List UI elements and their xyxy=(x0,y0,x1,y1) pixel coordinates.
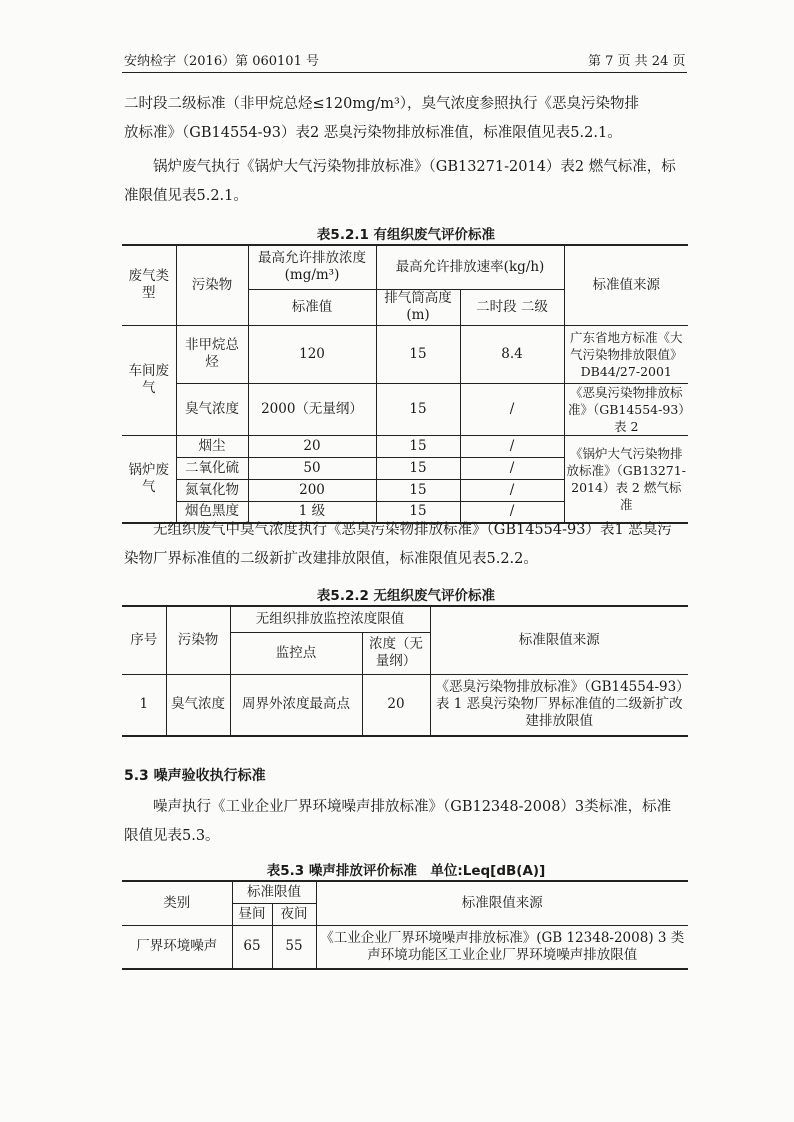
cell-height: 15 xyxy=(376,501,460,523)
cell-source: 《工业企业厂界环境噪声排放标准》(GB 12348-2008) 3 类声环境功能区工业企业厂界环境噪声排放限值 xyxy=(316,925,688,969)
cell-pollutant: 二氧化硫 xyxy=(176,457,248,479)
cell-boiler: 锅炉废气 xyxy=(122,435,176,523)
th-point: 监控点 xyxy=(230,632,362,674)
cell-height: 15 xyxy=(376,479,460,501)
th-height: 排气筒高度(m) xyxy=(376,289,460,325)
cell-source: 广东省地方标准《大气污染物排放限值》DB44/27-2001 xyxy=(564,325,688,383)
cell-source: 《恶臭污染物排放标准》（GB14554-93）表 2 xyxy=(564,383,688,435)
cell-conc: 120 xyxy=(248,325,376,383)
cell-height: 15 xyxy=(376,435,460,457)
th-source: 标准限值来源 xyxy=(430,606,688,674)
cell-conc: 20 xyxy=(362,674,430,736)
cell-rate: / xyxy=(460,435,564,457)
cell-rate: / xyxy=(460,479,564,501)
paragraph-boiler: 锅炉废气执行《锅炉大气污染物排放标准》（GB13271-2014）表2 燃气标准，标准限值见表5.2.1。 xyxy=(124,159,676,204)
section-heading-5-3: 5.3 噪声验收执行标准 xyxy=(124,768,266,784)
cell-height: 15 xyxy=(376,325,460,383)
paragraph-fugitive: 无组织废气中臭气浓度执行《恶臭污染物排放标准》（GB14554-93）表1 恶臭污染物厂界标准值的二级新扩改建排放限值，标准限值见表5.2.2。 xyxy=(124,522,672,567)
cell-night: 55 xyxy=(272,925,316,969)
th-rate: 最高允许排放速率(kg/h) xyxy=(376,245,564,289)
table-fugitive-emission xyxy=(122,605,688,737)
cell-conc: 20 xyxy=(248,435,376,457)
table2-caption: 表5.2.2 无组织废气评价标准 xyxy=(316,588,496,604)
cell-rate: 8.4 xyxy=(460,325,564,383)
cell-boiler-source: 《锅炉大气污染物排放标准》（GB13271-2014）表 2 燃气标准 xyxy=(564,435,688,523)
cell-pollutant: 烟尘 xyxy=(176,435,248,457)
cell-conc: 2000（无量纲） xyxy=(248,383,376,435)
header-rule xyxy=(122,72,687,73)
th-limit: 无组织排放监控浓度限值 xyxy=(230,606,430,632)
th-day: 昼间 xyxy=(232,903,272,925)
cell-source: 《恶臭污染物排放标准》（GB14554-93）表 1 恶臭污染物厂界标准值的二级新扩改建排放限值 xyxy=(430,674,688,736)
th-category: 类别 xyxy=(122,881,232,925)
cell-no: 1 xyxy=(122,674,166,736)
th-pollutant: 污染物 xyxy=(166,606,230,674)
table3-caption: 表5.3 噪声排放评价标准 单位:Leq[dB(A)] xyxy=(266,863,546,879)
table-organized-emission xyxy=(122,244,688,524)
cell-rate: / xyxy=(460,501,564,523)
th-std: 标准值 xyxy=(248,289,376,325)
th-no: 序号 xyxy=(122,606,166,674)
cell-conc: 50 xyxy=(248,457,376,479)
th-night: 夜间 xyxy=(272,903,316,925)
cell-pollutant: 非甲烷总烃 xyxy=(176,325,248,383)
th-conc: 最高允许排放浓度(mg/m³) xyxy=(248,245,376,289)
table-noise xyxy=(122,880,688,970)
cell-height: 15 xyxy=(376,383,460,435)
cell-pollutant: 氮氧化物 xyxy=(176,479,248,501)
cell-point: 周界外浓度最高点 xyxy=(230,674,362,736)
cell-pollutant: 烟色黑度 xyxy=(176,501,248,523)
th-limit: 标准限值 xyxy=(232,881,316,903)
paragraph-odor-1: 二时段二级标准（非甲烷总烃≤120mg/m³），臭气浓度参照执行《恶臭污染物排 放标准》（GB14554-93）表2 恶臭污染物排放标准值，标准限值见表5.2.1。 xyxy=(124,96,640,141)
cell-category: 厂界环境噪声 xyxy=(122,925,232,969)
doc-number: 安纳检字（2016）第 060101 号 xyxy=(124,54,319,69)
table1-caption: 表5.2.1 有组织废气评价标准 xyxy=(316,227,496,243)
th-conc: 浓度（无量纲） xyxy=(362,632,430,674)
page-number: 第 7 页 共 24 页 xyxy=(588,54,686,69)
cell-conc: 200 xyxy=(248,479,376,501)
th-pollutant: 污染物 xyxy=(176,245,248,325)
cell-rate: / xyxy=(460,383,564,435)
cell-height: 15 xyxy=(376,457,460,479)
th-phase: 二时段 二级 xyxy=(460,289,564,325)
th-source: 标准限值来源 xyxy=(316,881,688,925)
paragraph-noise: 噪声执行《工业企业厂界环境噪声排放标准》（GB12348-2008）3类标准，标准限值见表5.3。 xyxy=(124,799,672,844)
th-type: 废气类型 xyxy=(122,245,176,325)
cell-pollutant: 臭气浓度 xyxy=(176,383,248,435)
cell-day: 65 xyxy=(232,925,272,969)
cell-rate: / xyxy=(460,457,564,479)
th-source: 标准值来源 xyxy=(564,245,688,325)
cell-pollutant: 臭气浓度 xyxy=(166,674,230,736)
cell-workshop: 车间废气 xyxy=(122,325,176,435)
cell-conc: 1 级 xyxy=(248,501,376,523)
